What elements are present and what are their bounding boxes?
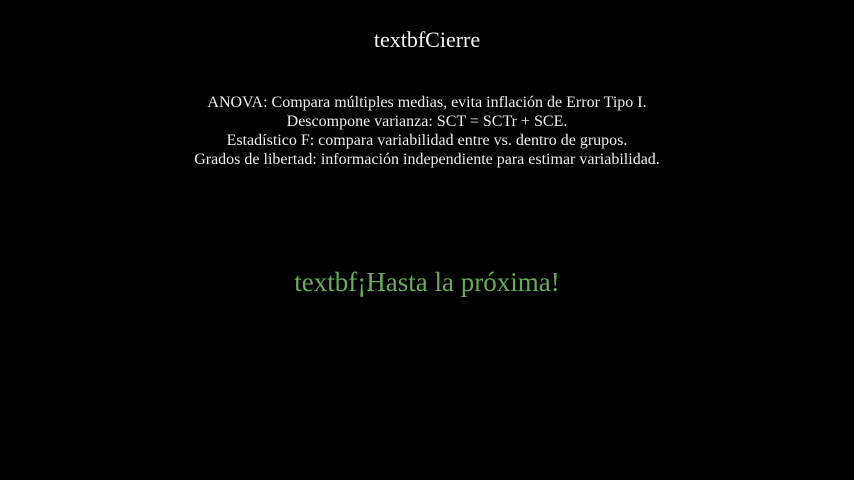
- slide-title: textbfCierre: [373, 27, 481, 52]
- summary-line-degrees-of-freedom: Grados de libertad: información independiente para estimar variabilidad.: [194, 151, 660, 168]
- summary-line-variance: Descompone varianza: SCT = SCTr + SCE.: [286, 113, 568, 130]
- farewell-message: textbf¡Hasta la próxima!: [294, 267, 560, 297]
- summary-list: [0, 93, 854, 169]
- summary-line-anova: ANOVA: Compara múltiples medias, evita inflación de Error Tipo I.: [207, 94, 647, 111]
- summary-line-f-statistic: Estadístico F: compara variabilidad entre vs. dentro de grupos.: [226, 132, 628, 149]
